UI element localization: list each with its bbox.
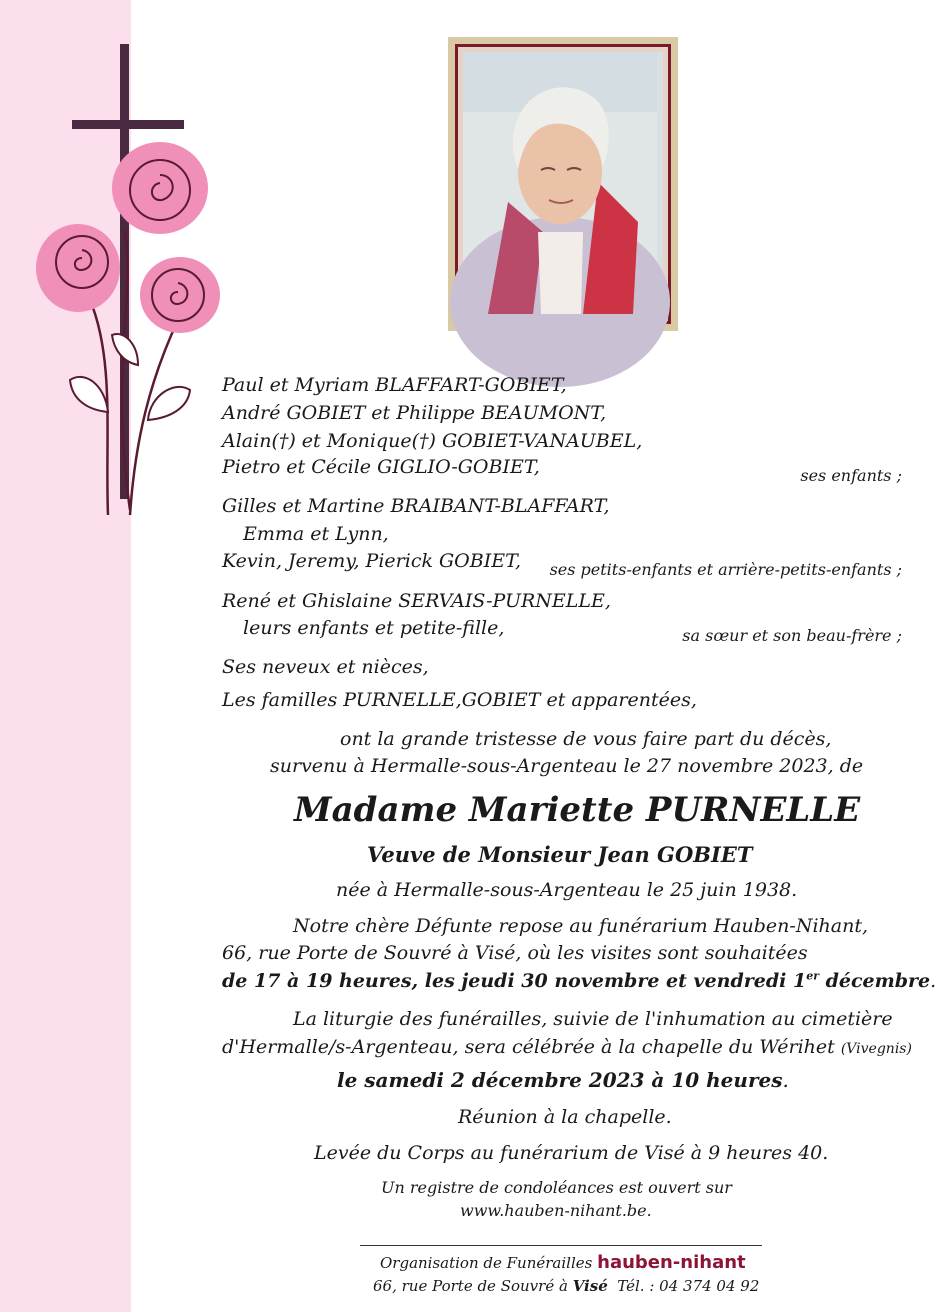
visitation-line: Notre chère Défunte repose au funérarium Hauben-Nihant, xyxy=(293,915,869,937)
visitation-line: 66, rue Porte de Souvré à Visé, où les visites sont souhaitées xyxy=(222,942,808,964)
funeral-line: La liturgie des funérailles, suivie de l'inhumation au cimetière xyxy=(293,1008,893,1030)
footer-organisation: Organisation de Funérailles hauben-nihant xyxy=(380,1252,746,1273)
brand-logo: hauben-nihant xyxy=(597,1252,746,1273)
announcement-line: survenu à Hermalle-sous-Argenteau le 27 novembre 2023, de xyxy=(270,755,864,777)
footer-divider xyxy=(360,1245,762,1246)
grandchild-line: Emma et Lynn, xyxy=(243,523,389,545)
portrait-frame xyxy=(448,37,678,331)
levee-line: Levée du Corps au funérarium de Visé à 9 heures 40. xyxy=(314,1142,829,1164)
meeting-line: Réunion à la chapelle. xyxy=(458,1106,672,1128)
portrait-photo xyxy=(463,52,663,316)
register-website: www.hauben-nihant.be. xyxy=(460,1201,652,1220)
child-line: Alain(†) et Monique(†) GOBIET-VANAUBEL, xyxy=(222,430,643,452)
spouse-line: Veuve de Monsieur Jean GOBIET xyxy=(367,842,753,867)
sibling-line: René et Ghislaine SERVAIS-PURNELLE, xyxy=(222,590,611,612)
register-line: Un registre de condoléances est ouvert sur xyxy=(381,1178,732,1197)
grandchild-line: Gilles et Martine BRAIBANT-BLAFFART, xyxy=(222,495,610,517)
leaf-icon xyxy=(148,387,190,420)
sibling-line: leurs enfants et petite-fille, xyxy=(243,617,505,639)
child-line: Pietro et Cécile GIGLIO-GOBIET, xyxy=(222,456,540,478)
others-line: Ses neveux et nièces, xyxy=(222,656,429,678)
child-line: André GOBIET et Philippe BEAUMONT, xyxy=(222,402,607,424)
birth-line: née à Hermalle-sous-Argenteau le 25 juin 1938. xyxy=(336,879,798,901)
children-label: ses enfants ; xyxy=(800,466,902,485)
funeral-date: le samedi 2 décembre 2023 à 10 heures. xyxy=(337,1068,789,1092)
funeral-line: d'Hermalle/s-Argenteau, sera célébrée à la chapelle du Wérihet (Vivegnis) xyxy=(222,1036,912,1058)
grandchild-line: Kevin, Jeremy, Pierick GOBIET, xyxy=(222,550,522,572)
footer-address: 66, rue Porte de Souvré à Visé Tél. : 04 374 04 92 xyxy=(373,1277,760,1295)
cross-horizontal-beam xyxy=(72,120,184,129)
leaf-icon xyxy=(70,377,108,412)
child-line: Paul et Myriam BLAFFART-GOBIET, xyxy=(222,374,567,396)
cross-and-roses-illustration xyxy=(30,40,230,530)
sibling-label: sa sœur et son beau-frère ; xyxy=(682,626,902,645)
grandchildren-label: ses petits-enfants et arrière-petits-enfants ; xyxy=(549,560,902,579)
announcement-line: ont la grande tristesse de vous faire part du décès, xyxy=(340,728,832,750)
leaf-icon xyxy=(112,334,138,365)
others-line: Les familles PURNELLE,GOBIET et apparentées, xyxy=(222,689,697,711)
visitation-hours: de 17 à 19 heures, les jeudi 30 novembre et vendredi 1er décembre. xyxy=(222,969,936,992)
deceased-name: Madame Mariette PURNELLE xyxy=(294,790,861,830)
